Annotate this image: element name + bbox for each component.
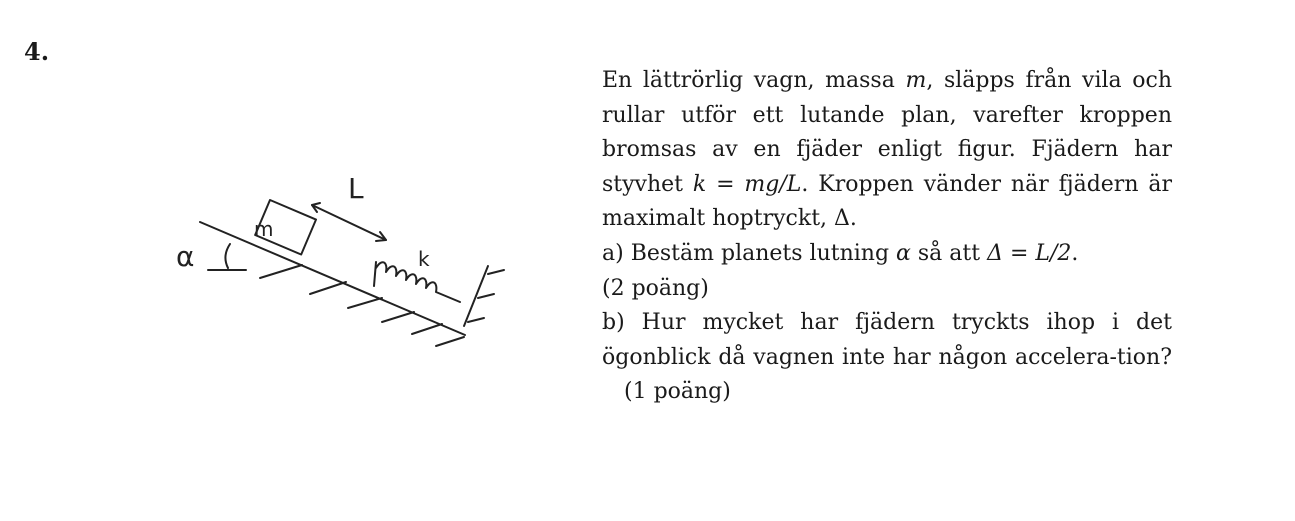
spring-coil xyxy=(374,262,460,302)
spring-label: k xyxy=(418,247,430,271)
part-b-question: b) Hur mycket har fjädern tryckts ihop i det ögonblick då vagnen inte har någon accelera-tion?(1 poäng) xyxy=(602,310,1172,405)
length-arrow xyxy=(312,205,386,240)
problem-statement xyxy=(602,64,1172,410)
part-b-points: (1 poäng) xyxy=(624,379,731,405)
angle-arc xyxy=(225,244,230,268)
incline-hatching xyxy=(260,265,464,346)
problem-number: 4. xyxy=(24,37,50,66)
part-a-points: (2 poäng) xyxy=(602,275,709,301)
part-a-question: a) Bestäm planets lutning α så att Δ = L/2. (2 poäng) xyxy=(602,240,1079,301)
mass-label: m xyxy=(254,217,274,241)
incline-spring-figure xyxy=(160,170,530,370)
angle-label: α xyxy=(176,240,195,273)
problem-intro: En lättrörlig vagn, massa m, släpps från vila och rullar utför ett lutande plan, varefter kroppen bromsas av en fjäder enligt figur. Fjädern har styvhet k = mg/L. Kroppen vänder när fjädern är maximalt hoptryckt, Δ. xyxy=(602,68,1172,232)
wall-hatching xyxy=(468,270,504,322)
length-label: L xyxy=(348,172,364,205)
incline-sketch xyxy=(160,170,530,370)
